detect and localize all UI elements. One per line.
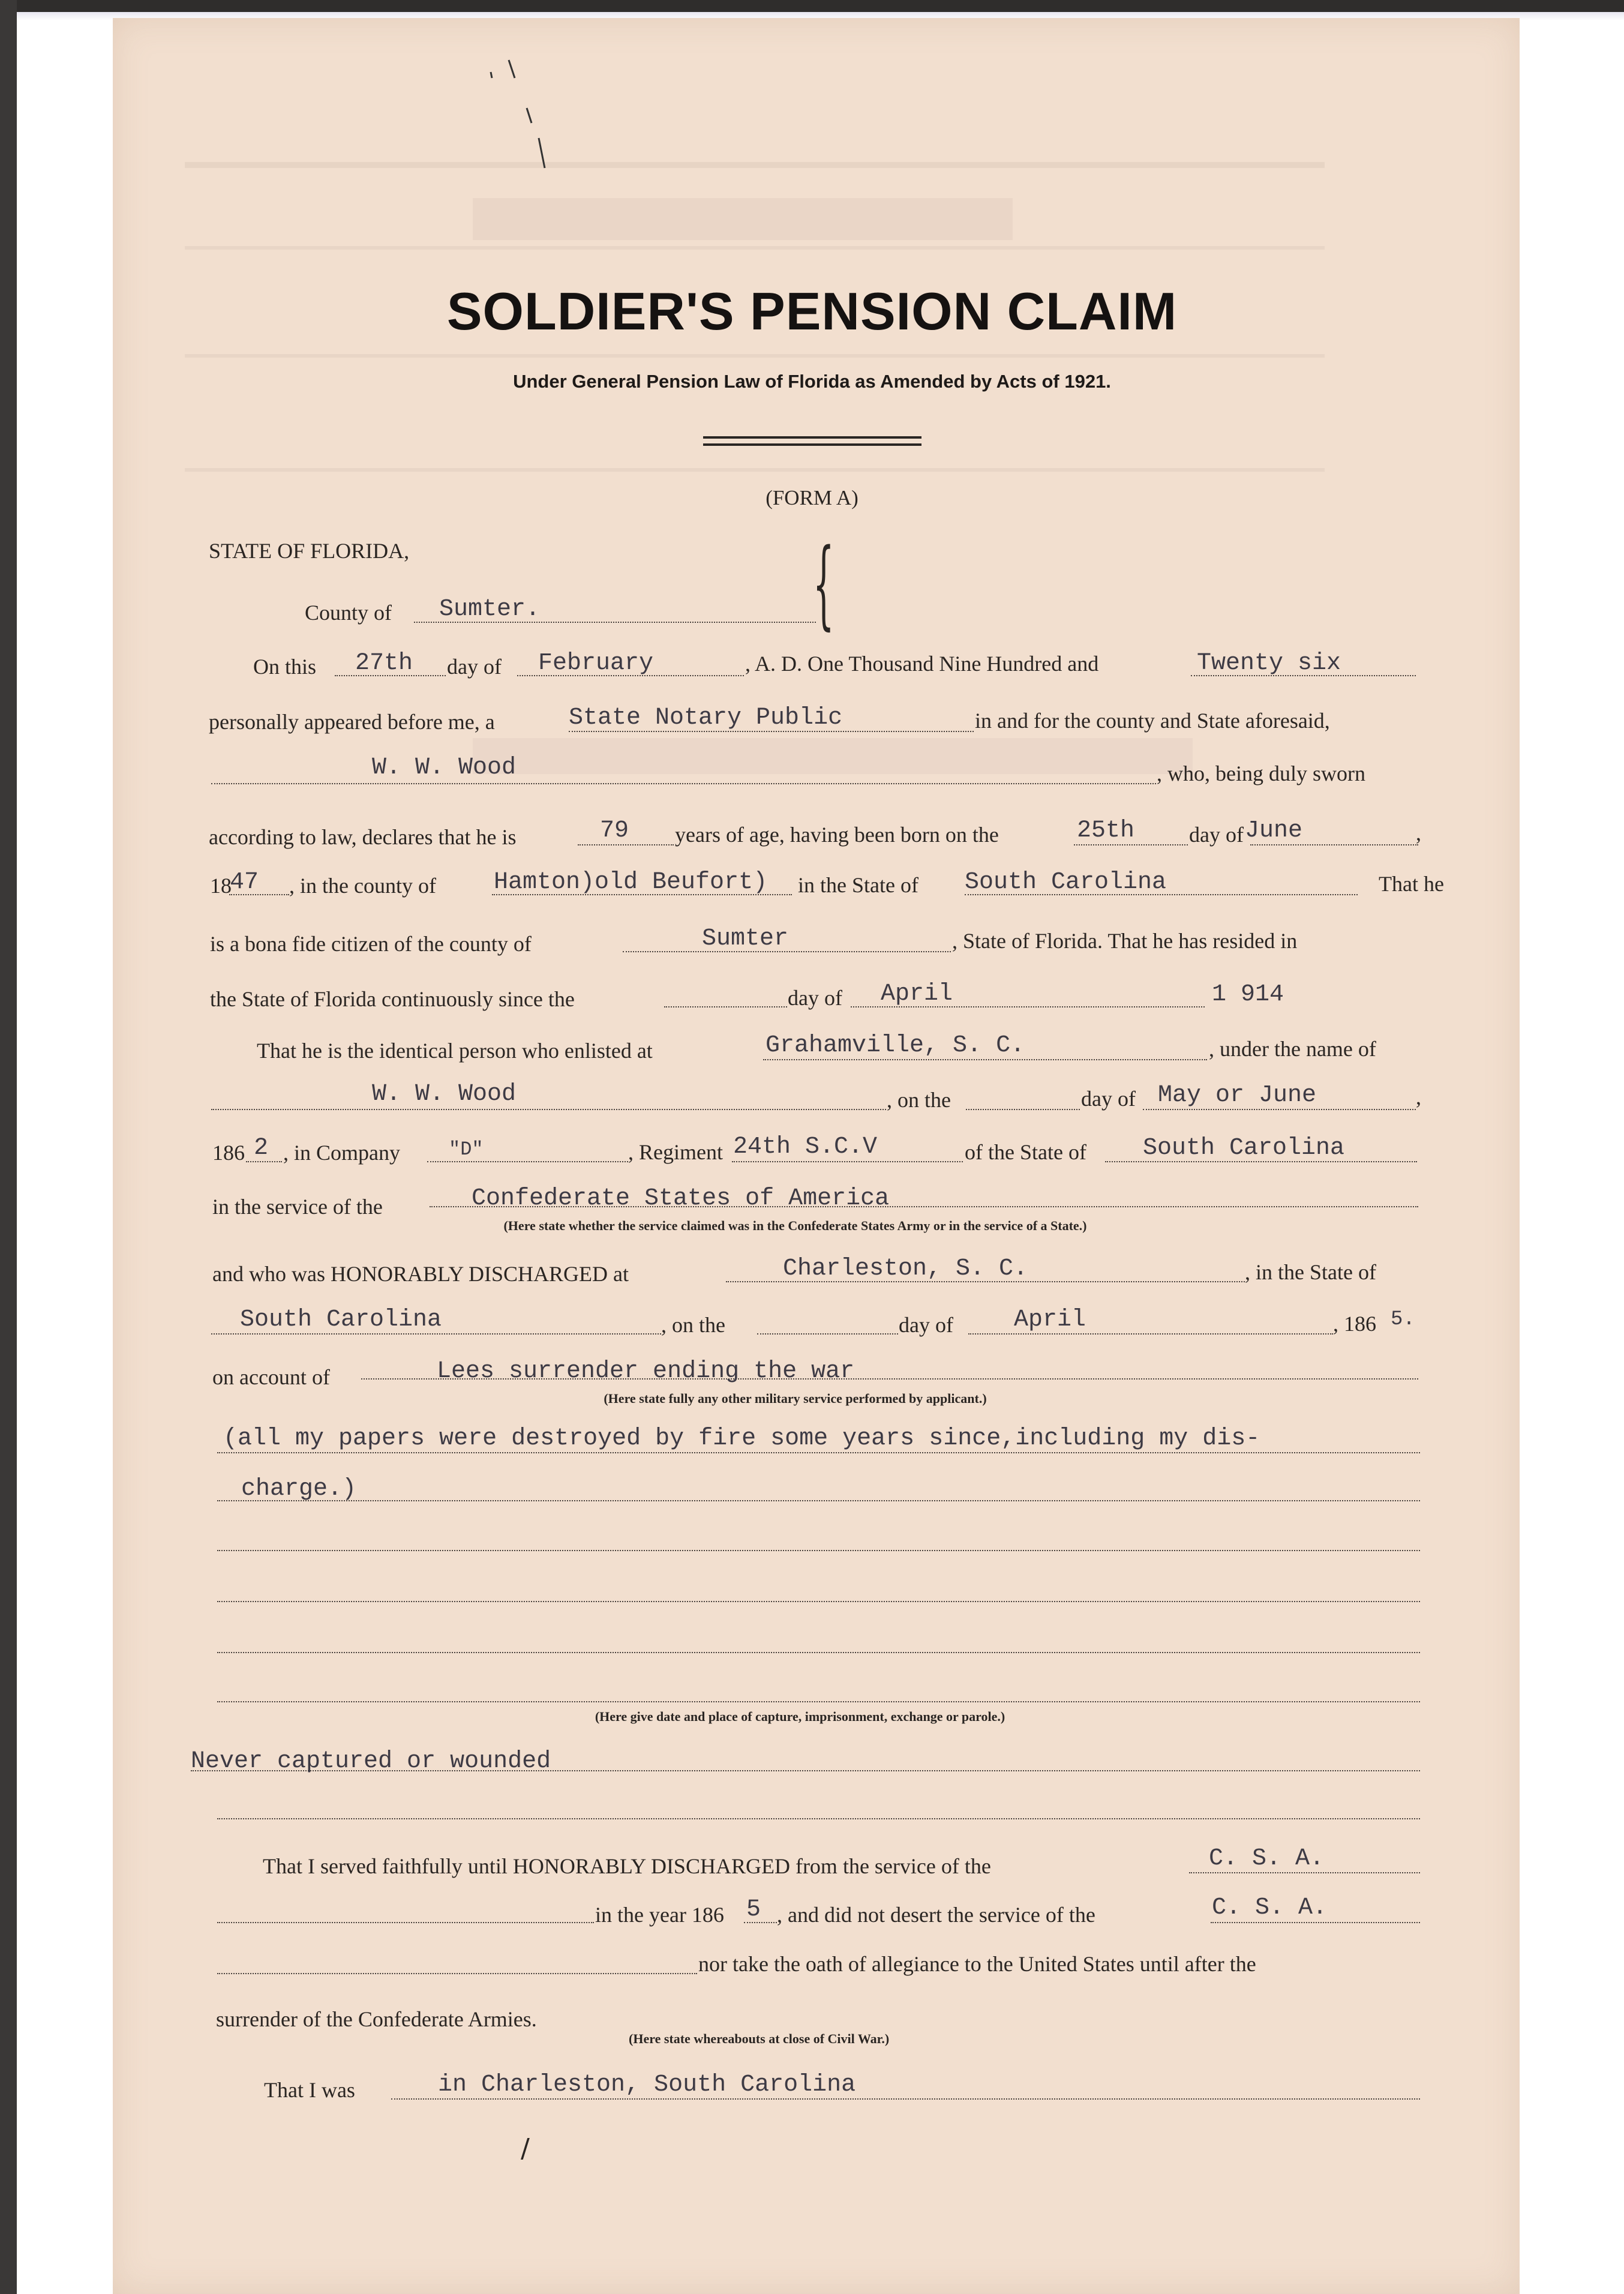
enlisted-year-value: 2 bbox=[254, 1135, 269, 1162]
oath-prefix-line bbox=[217, 1973, 697, 1974]
birth-state-label: in the State of bbox=[798, 873, 918, 897]
stray-pencil-marks bbox=[449, 36, 569, 216]
residence-county-value: Sumter bbox=[702, 925, 789, 952]
whereabouts-line bbox=[391, 2098, 1420, 2100]
military-line-1 bbox=[217, 1452, 1420, 1453]
day-value: 27th bbox=[355, 650, 413, 677]
enlisted-name-value: W. W. Wood bbox=[372, 1081, 517, 1108]
oath-label: nor take the oath of allegiance to the United States until after the bbox=[698, 1952, 1256, 1976]
since-day-line bbox=[664, 1006, 787, 1007]
in-service-label: in the service of the bbox=[212, 1195, 383, 1219]
discharge-month-line bbox=[968, 1333, 1333, 1335]
since-month-value: April bbox=[881, 980, 953, 1007]
enlisted-name-line bbox=[211, 1109, 886, 1110]
bona-fide-label: is a bona fide citizen of the county of bbox=[210, 932, 532, 956]
birth-year-value: 47 bbox=[230, 869, 259, 896]
county-label: County of bbox=[305, 601, 392, 625]
enlisted-century: 186 bbox=[212, 1141, 245, 1165]
discharge-state-line bbox=[211, 1333, 661, 1335]
birth-county-value: Hamton)old Beufort) bbox=[494, 869, 768, 896]
note-whereabouts: (Here state whereabouts at close of Civil War.) bbox=[629, 2031, 890, 2046]
discharge-state-label: , in the State of bbox=[1245, 1260, 1376, 1284]
name-line bbox=[211, 783, 1156, 784]
enlisted-day-line bbox=[966, 1109, 1080, 1110]
scanner-edge-left bbox=[0, 0, 17, 2294]
company-line bbox=[427, 1161, 628, 1162]
double-rule-bottom bbox=[703, 443, 921, 446]
identical-label: That he is the identical person who enlisted at bbox=[257, 1039, 653, 1063]
served-label: That I served faithfully until HONORABLY DISCHARGED from the service of the bbox=[263, 1854, 991, 1878]
stray-mark: / bbox=[521, 2133, 530, 2164]
regiment-label: , Regiment bbox=[628, 1140, 723, 1164]
discharged-at-value: Charleston, S. C. bbox=[783, 1255, 1028, 1282]
on-the2-label: , on the bbox=[661, 1313, 725, 1337]
year-prefix-line bbox=[217, 1922, 594, 1923]
name-value: W. W. Wood bbox=[372, 754, 517, 781]
in-and-for-label: in and for the county and State aforesaid, bbox=[975, 709, 1330, 733]
in-company-label: , in Company bbox=[283, 1141, 400, 1165]
month-value: February bbox=[538, 650, 654, 677]
brace: { bbox=[813, 527, 834, 640]
military-line-5 bbox=[217, 1652, 1420, 1653]
birth-month-line bbox=[1250, 844, 1418, 845]
scanner-edge-top bbox=[17, 0, 1624, 12]
note-capture: (Here give date and place of capture, imprisonment, exchange or parole.) bbox=[595, 1709, 1005, 1724]
note-service: (Here state whether the service claimed was in the Confederate States Army or in the service of a State.) bbox=[503, 1218, 1087, 1233]
military-line-2 bbox=[217, 1500, 1420, 1501]
desert-service-value: C. S. A. bbox=[1212, 1894, 1328, 1921]
in-county-label: , in the county of bbox=[289, 874, 436, 898]
day-of-label: day of bbox=[447, 655, 502, 679]
birth-century: 18 bbox=[210, 874, 232, 898]
in-year-label: in the year 186 bbox=[595, 1903, 724, 1927]
enlisted-at-value: Grahamville, S. C. bbox=[766, 1032, 1025, 1059]
military-line-3 bbox=[217, 1550, 1420, 1551]
regiment-line bbox=[732, 1161, 963, 1162]
birth-day-value: 25th bbox=[1077, 817, 1135, 844]
under-name-label: , under the name of bbox=[1209, 1037, 1376, 1061]
birth-state-value: South Carolina bbox=[965, 869, 1167, 896]
declares-label: according to law, declares that he is bbox=[209, 825, 517, 849]
enlisted-at-line bbox=[763, 1059, 1207, 1060]
served-service-line bbox=[1189, 1872, 1420, 1873]
did-not-desert-label: , and did not desert the service of the bbox=[777, 1903, 1095, 1927]
since-year-value: 1 914 bbox=[1212, 981, 1284, 1008]
discharge-century: , 186 bbox=[1333, 1312, 1376, 1336]
age-line bbox=[578, 844, 674, 845]
regiment-value: 24th S.C.V bbox=[733, 1133, 878, 1161]
year-words-value: Twenty six bbox=[1197, 650, 1341, 677]
honorably-label: and who was HONORABLY DISCHARGED at bbox=[212, 1262, 629, 1286]
appeared-label: personally appeared before me, a bbox=[209, 710, 495, 734]
that-i-was-label: That I was bbox=[264, 2078, 355, 2102]
surrender-label: surrender of the Confederate Armies. bbox=[216, 2007, 537, 2031]
served-year-value: 5 bbox=[746, 1896, 761, 1923]
served-service-value: C. S. A. bbox=[1209, 1845, 1325, 1872]
who-sworn-label: , who, being duly sworn bbox=[1157, 761, 1365, 785]
since-day-of-label: day of bbox=[788, 986, 842, 1010]
form-subtitle: Under General Pension Law of Florida as Amended by Acts of 1921. bbox=[513, 371, 1111, 392]
form-title: SOLDIER'S PENSION CLAIM bbox=[446, 281, 1178, 341]
birth-comma: , bbox=[1416, 821, 1421, 845]
birth-day-of-label: day of bbox=[1189, 823, 1244, 847]
military-line-6 bbox=[217, 1701, 1420, 1702]
military-value-2: charge.) bbox=[241, 1476, 357, 1503]
birth-month-value: June bbox=[1245, 817, 1303, 844]
capture-line-2 bbox=[217, 1818, 1420, 1819]
desert-service-line bbox=[1211, 1922, 1420, 1923]
state-florida-label: , State of Florida. That he has resided in bbox=[952, 929, 1298, 953]
discharge-day-of-label: day of bbox=[899, 1313, 953, 1337]
account-value: Lees surrender ending the war bbox=[437, 1358, 855, 1385]
discharge-month-value: April bbox=[1014, 1306, 1086, 1333]
discharge-state-value: South Carolina bbox=[240, 1306, 442, 1333]
note-military: (Here state fully any other military service performed by applicant.) bbox=[604, 1391, 987, 1406]
enlisted-day-of-label: day of bbox=[1081, 1087, 1136, 1111]
county-value: Sumter. bbox=[439, 596, 541, 623]
on-account-label: on account of bbox=[212, 1365, 330, 1389]
whereabouts-value: in Charleston, South Carolina bbox=[438, 2071, 856, 2098]
regiment-state-label: of the State of bbox=[965, 1140, 1086, 1164]
military-line-4 bbox=[217, 1601, 1420, 1602]
enlisted-comma: , bbox=[1416, 1085, 1421, 1109]
regiment-state-value: South Carolina bbox=[1143, 1135, 1345, 1162]
discharge-day-line bbox=[757, 1333, 898, 1335]
on-the-label: , on the bbox=[887, 1088, 951, 1112]
service-value: Confederate States of America bbox=[472, 1185, 890, 1212]
discharge-year-value: 5. bbox=[1391, 1308, 1415, 1331]
continuously-label: the State of Florida continuously since the bbox=[210, 987, 575, 1011]
on-this-label: On this bbox=[253, 655, 317, 679]
double-rule-top bbox=[703, 436, 921, 439]
capture-value: Never captured or wounded bbox=[191, 1748, 551, 1775]
enlisted-month-value: May or June bbox=[1158, 1082, 1317, 1109]
officer-value: State Notary Public bbox=[569, 704, 843, 731]
age-value: 79 bbox=[600, 817, 629, 844]
enlisted-month-line bbox=[1143, 1109, 1416, 1110]
company-value: "D" bbox=[449, 1138, 484, 1161]
birth-day-line bbox=[1074, 844, 1188, 845]
that-he-label: That he bbox=[1379, 872, 1444, 896]
ad-label: , A. D. One Thousand Nine Hundred and bbox=[745, 652, 1099, 676]
military-value-1: (all my papers were destroyed by fire some years since,including my dis- bbox=[223, 1425, 1260, 1452]
state-label: STATE OF FLORIDA, bbox=[209, 539, 410, 563]
years-of-age-label: years of age, having been born on the bbox=[675, 823, 999, 847]
form-label: (FORM A) bbox=[766, 486, 858, 509]
